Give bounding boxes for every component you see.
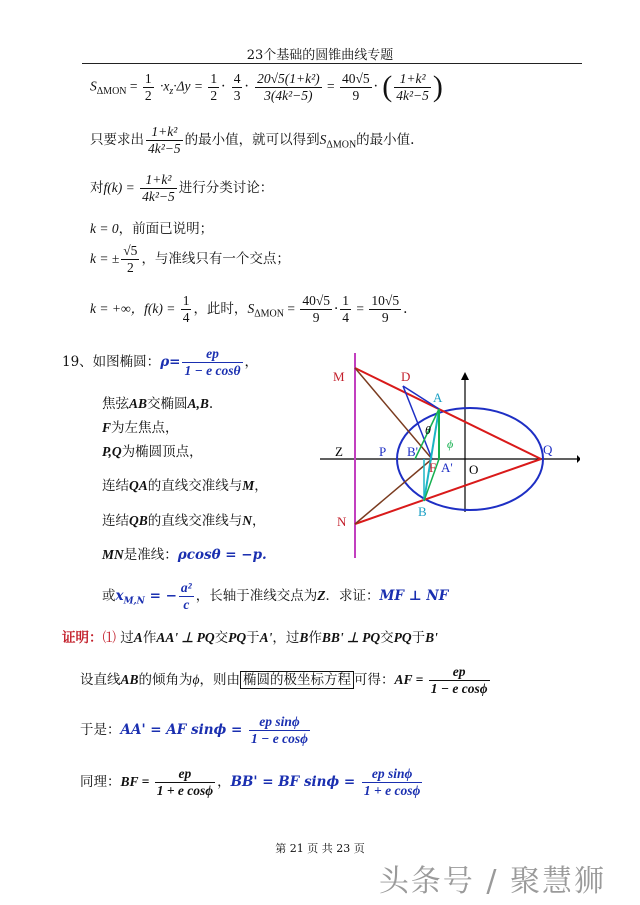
min-text-c: 的最小值.: [356, 132, 415, 148]
label-d: D: [401, 369, 411, 384]
label-a: A: [433, 390, 443, 405]
label-m: M: [333, 369, 345, 384]
area-dot3: ·: [373, 78, 378, 95]
area-xsub: z: [169, 86, 174, 98]
mn-equation: ρcosθ = −p.: [177, 547, 267, 563]
area-formula-line: $S_{\Delta MON}$ = $\frac{1}{2}$ $\cdot x_z\cdot\Delta y$ = $\frac{1}{2}$ · $\frac{4}{3}$ · $\frac{\text{20√5(1+k²)}}{\text{3(4k²−5)}}$ = $\frac{40√5}{9}$ · ( $\frac{\text{1+k²}}{\text{4k²−5}}$ ): [90, 70, 443, 103]
min-text-b: 的最小值，就可以得到: [184, 132, 320, 148]
case-k-root5: [90, 243, 290, 276]
label-p: P: [379, 444, 387, 459]
area-s-sub: ΔMON: [96, 86, 127, 98]
ellipse-diagram: [315, 348, 580, 560]
mn-text: 是准线：: [123, 547, 178, 563]
line-m-f: [355, 368, 432, 459]
label-q: Q: [543, 442, 553, 457]
frac-half1: $\frac{1}{2}$: [144, 70, 152, 103]
label-o: O: [469, 462, 479, 477]
frac-four-thirds: $\frac{4}{3}$: [233, 70, 241, 103]
classify-text-b: 进行分类讨论：: [178, 180, 274, 196]
problem-intro-end: ，: [244, 354, 259, 370]
x-axis-arrow: [577, 455, 580, 463]
frac-af: $\frac{ep}{\text{1 − e cosϕ}}$: [430, 664, 488, 696]
label-theta: θ: [425, 423, 431, 437]
label-bprime: B': [407, 444, 419, 459]
page-header-title: 23个基础的圆锥曲线专题: [246, 48, 394, 63]
header-rule: [82, 63, 582, 64]
goal-z: Z: [317, 588, 326, 603]
case-k-zero-k: k = 0: [90, 221, 119, 236]
mn-label: MN: [102, 547, 124, 562]
case-inf-k: k = +∞，: [90, 301, 145, 316]
problem-item-2: P,Q为椭圆顶点，: [102, 444, 203, 460]
frac-coeff: $\frac{40√5}{9}$: [342, 70, 370, 103]
label-z: Z: [335, 444, 343, 459]
goal-text-b: ，长轴于准线交点为: [195, 588, 318, 604]
frac-rho: $\frac{ep}{\text{1 − e cosθ}}$: [184, 346, 241, 378]
area-dot2: ·: [244, 78, 249, 95]
classify-text-a: 对: [90, 180, 104, 196]
frac-aa: $\frac{\text{ep sinϕ}}{\text{1 − e cosϕ}}$: [251, 714, 308, 746]
min-value-line: [90, 124, 414, 157]
case-inf-eq2: =: [353, 301, 368, 316]
goal-statement: MF ⊥ NF: [379, 588, 449, 604]
problem-rho: ρ=: [160, 354, 181, 370]
proof-line-4: 同理：BF = $\frac{ep}{\text{1 + e cosϕ}}$ ，BB' = BF sinϕ = $\frac{\text{ep sinϕ}}{\text{1 + e cosϕ}}$: [80, 766, 421, 798]
frac-root5: $\frac{√5}{2}$: [123, 243, 138, 275]
case-inf-eq: =: [283, 301, 299, 316]
area-s: S: [90, 78, 97, 94]
proof-line-2: 设直线AB的倾角为ϕ，则由 椭圆的极坐标方程 可得：AF = $\frac{ep}{\text{1 − e cosϕ}}$: [80, 664, 488, 696]
frac-10r5: $\frac{10√5}{9}$: [371, 293, 400, 325]
min-s: S: [319, 132, 327, 147]
classify-f: f(k) =: [103, 180, 139, 195]
proof-line-1: 证明：⑴ 过A作AA' ⊥ PQ交PQ于A'，过B作BB' ⊥ PQ交PQ于B': [62, 630, 438, 646]
proof-number: ⑴: [102, 630, 116, 646]
proof-label: 证明：: [62, 630, 103, 646]
frac-big: $\frac{\text{20√5(1+k²)}}{\text{3(4k²−5)}}$: [257, 70, 320, 103]
goal-text-c: ．求证：: [325, 588, 380, 604]
problem-19-intro: [62, 346, 258, 379]
frac-min: $\frac{\text{1+k²}}{\text{4k²−5}}$: [148, 124, 181, 156]
case-inf-f: f(k) =: [144, 301, 179, 316]
problem-item-3: 连结QA的直线交准线与M，: [102, 478, 268, 494]
area-dot: ·: [221, 78, 226, 95]
frac-bb: $\frac{\text{ep sinϕ}}{\text{1 + e cosϕ}}$: [363, 766, 421, 798]
case-inf-s: S: [247, 301, 255, 316]
problem-goal-line: [102, 580, 448, 613]
watermark: 头条号 / 聚慧狮: [378, 864, 606, 899]
frac-half2: $\frac{1}{2}$: [210, 70, 218, 103]
page-footer: 第 21 页 共 23 页: [275, 842, 365, 855]
frac-bf: $\frac{ep}{\text{1 + e cosϕ}}$: [156, 766, 214, 798]
goal-or: 或: [102, 588, 116, 604]
goal-x: x: [115, 588, 124, 604]
frac-paren: $\frac{\text{1+k²}}{\text{4k²−5}}$: [396, 70, 429, 103]
min-s-sub: ΔMON: [326, 139, 357, 151]
problem-item-1: F为左焦点，: [102, 420, 179, 436]
frac-40r5: $\frac{40√5}{9}$: [302, 293, 330, 325]
frac-classify: $\frac{\text{1+k²}}{\text{4k²−5}}$: [142, 172, 175, 204]
case-inf-dot: ·: [334, 301, 339, 317]
case-k-infinity: [90, 293, 407, 326]
area-mid1: ·x: [159, 78, 170, 94]
goal-eq: = −: [144, 588, 177, 604]
y-axis-arrow: [461, 372, 469, 380]
min-text-a: 只要求出: [90, 132, 144, 148]
frac-one-quarter: $\frac{1}{4}$: [342, 293, 350, 325]
case-inf-mid: ，此时，: [193, 301, 248, 317]
problem-item-0: 焦弦AB交椭圆A,B.: [102, 396, 214, 412]
problem-intro-text: 19、如图椭圆：: [62, 354, 161, 370]
problem-directrix-line: [102, 543, 267, 563]
label-aprime: A': [441, 460, 453, 475]
classify-line: [90, 172, 273, 205]
area-eq1: =: [126, 78, 141, 94]
case-k-zero-text: ，前面已说明；: [118, 221, 214, 237]
case-root5-k: k = ±: [90, 251, 120, 266]
label-phi: ϕ: [447, 437, 454, 451]
frac-a2-c: $\frac{\text{a²}}{c}$: [180, 580, 192, 612]
area-eq2: =: [323, 78, 338, 94]
case-inf-end: .: [403, 301, 408, 317]
goal-xsub: M,N: [123, 596, 145, 607]
proof-line-3: 于是：AA' = AF sinϕ = $\frac{\text{ep sinϕ}}{\text{1 − e cosϕ}}$: [80, 714, 308, 746]
case-inf-s-sub: ΔMON: [254, 308, 284, 320]
case-k-zero: [90, 217, 213, 237]
polar-equation-box: 椭圆的极坐标方程: [240, 671, 354, 689]
label-b: B: [418, 504, 427, 519]
label-f: F: [429, 460, 437, 475]
case-root5-text: ，与准线只有一个交点；: [141, 251, 290, 267]
area-mid2: ·Δy =: [173, 78, 207, 94]
frac-quarter: $\frac{1}{4}$: [182, 293, 190, 325]
label-n: N: [337, 514, 347, 529]
problem-item-4: 连结QB的直线交准线与N，: [102, 513, 266, 529]
